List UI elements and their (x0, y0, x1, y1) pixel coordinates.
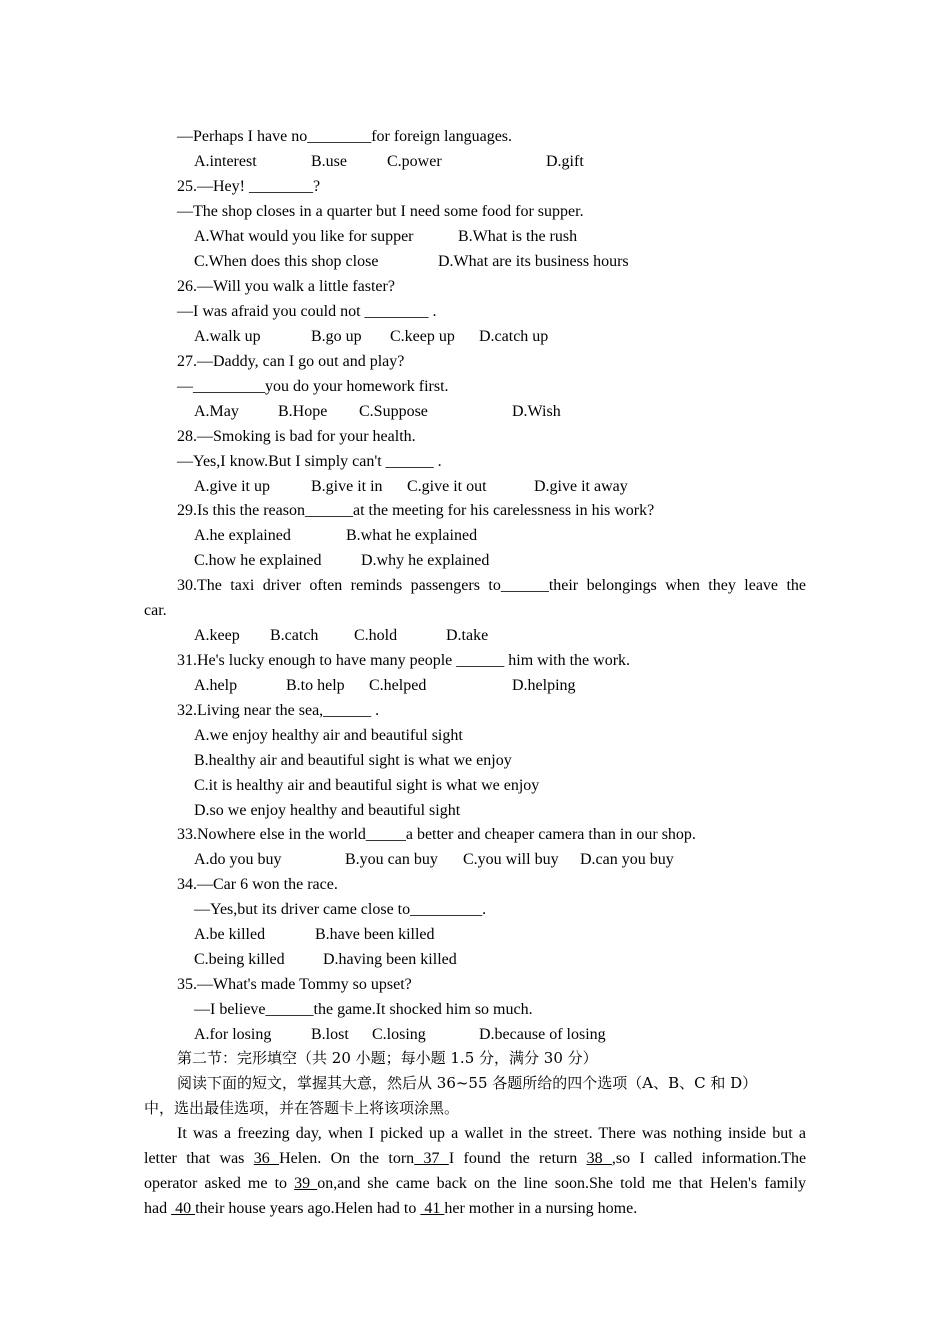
q26-option-d: D.catch up (479, 328, 549, 345)
section2-instruction-line2: 中，选出最佳选项，并在答题卡上将该项涂黑。 (144, 1099, 460, 1117)
passage-text: operator asked me to (144, 1175, 295, 1192)
passage-text: her mother in a nursing home. (444, 1200, 638, 1217)
q29-option-b: B.what he explained (346, 527, 478, 544)
section2-heading: 第二节：完形填空（共 20 小题；每小题 1.5 分，满分 30 分） (177, 1049, 598, 1067)
q26-option-a: A.walk up (194, 328, 261, 345)
q28-question: 28.—Smoking is bad for your health. (177, 428, 416, 445)
q35-question: 35.—What's made Tommy so upset? (177, 976, 412, 993)
q30-option-a: A.keep (194, 627, 240, 644)
q29-option-c: C.how he explained (194, 552, 322, 569)
q35-option-c: C.losing (372, 1026, 426, 1043)
q30-option-d: D.take (446, 627, 489, 644)
q31-option-c: C.helped (369, 677, 427, 694)
q27-option-b: B.Hope (278, 403, 328, 420)
passage-line2 (144, 1149, 806, 1169)
q34-option-b: B.have been killed (315, 926, 435, 943)
q29-option-a: A.he explained (194, 527, 291, 544)
q29-question: 29.Is this the reason______at the meeting for his carelessness in his work? (177, 502, 655, 519)
q32-option-c: C.it is healthy air and beautiful sight is what we enjoy (194, 777, 540, 794)
q30-question-line1: 30.The taxi driver often reminds passengers to______their belongings when they leave the (177, 577, 806, 594)
q26-option-c: C.keep up (390, 328, 455, 345)
q34-option-a: A.be killed (194, 926, 266, 943)
q32-option-d: D.so we enjoy healthy and beautiful sight (194, 802, 461, 819)
passage-text: letter that was (144, 1150, 254, 1167)
q32-option-a: A.we enjoy healthy air and beautiful sight (194, 727, 463, 744)
q28-option-d: D.give it away (534, 478, 628, 495)
q26-option-b: B.go up (311, 328, 362, 345)
q35-option-a: A.for losing (194, 1026, 272, 1043)
q25-option-a: A.What would you like for supper (194, 228, 414, 245)
q31-option-d: D.helping (512, 677, 576, 694)
q35-option-b: B.lost (311, 1026, 349, 1043)
q24-reply: —Perhaps I have no________for foreign languages. (177, 128, 513, 145)
q34-question: 34.—Car 6 won the race. (177, 876, 338, 893)
passage-text: Helen. On the torn (279, 1150, 415, 1167)
q24-option-d: D.gift (546, 153, 584, 170)
passage-line1: It was a freezing day, when I picked up a wallet in the street. There was nothing inside but a (177, 1125, 806, 1142)
q25-option-c: C.When does this shop close (194, 253, 379, 270)
q28-option-b: B.give it in (311, 478, 383, 495)
passage-line4 (144, 1199, 637, 1219)
q25-option-b: B.What is the rush (458, 228, 578, 245)
q27-option-c: C.Suppose (359, 403, 428, 420)
q33-option-d: D.can you buy (580, 851, 674, 868)
q28-option-a: A.give it up (194, 478, 270, 495)
q34-option-d: D.having been killed (323, 951, 457, 968)
q27-question: 27.—Daddy, can I go out and play? (177, 353, 405, 370)
q30-option-b: B.catch (270, 627, 319, 644)
passage-text: ,so I called information.The (611, 1150, 807, 1167)
q25-reply: —The shop closes in a quarter but I need some food for supper. (177, 203, 584, 220)
blank-36: 36 (253, 1150, 280, 1167)
q32-question: 32.Living near the sea,______ . (177, 702, 380, 719)
blank-40: 40 (171, 1200, 196, 1217)
q28-option-c: C.give it out (407, 478, 487, 495)
q27-option-d: D.Wish (512, 403, 561, 420)
q35-reply: —I believe______the game.It shocked him so much. (194, 1001, 533, 1018)
q28-reply: —Yes,I know.But I simply can't ______ . (177, 453, 442, 470)
q25-question: 25.—Hey! ________? (177, 178, 321, 195)
q27-option-a: A.May (194, 403, 239, 420)
blank-37: 37 (414, 1150, 449, 1167)
q32-option-b: B.healthy air and beautiful sight is what we enjoy (194, 752, 512, 769)
q30-option-c: C.hold (354, 627, 398, 644)
q33-option-a: A.do you buy (194, 851, 282, 868)
blank-39: 39 (294, 1175, 318, 1192)
q26-reply: —I was afraid you could not ________ . (177, 303, 437, 320)
q24-option-b: B.use (311, 153, 347, 170)
q24-option-a: A.interest (194, 153, 257, 170)
q26-question: 26.—Will you walk a little faster? (177, 278, 395, 295)
q33-question: 33.Nowhere else in the world_____a better and cheaper camera than in our shop. (177, 826, 696, 843)
section2-instruction-line1: 阅读下面的短文，掌握其大意，然后从 36~55 各题所给的四个选项（A、B、C 和 D） (177, 1074, 758, 1092)
blank-38: 38 (586, 1150, 612, 1167)
q33-option-c: C.you will buy (463, 851, 559, 868)
passage-text: I found the return (448, 1150, 587, 1167)
q34-option-c: C.being killed (194, 951, 285, 968)
passage-line3 (144, 1174, 806, 1194)
q30-question-line2: car. (144, 602, 167, 619)
passage-text: had (144, 1200, 172, 1217)
passage-text: their house years ago.Helen had to (195, 1200, 421, 1217)
q31-option-a: A.help (194, 677, 238, 694)
passage-text: on,and she came back on the line soon.She told me that Helen's family (317, 1175, 807, 1192)
q35-option-d: D.because of losing (479, 1026, 606, 1043)
q27-reply: —_________you do your homework first. (177, 378, 449, 395)
q29-option-d: D.why he explained (361, 552, 490, 569)
blank-41: 41 (420, 1200, 445, 1217)
q34-reply: —Yes,but its driver came close to_________. (194, 901, 487, 918)
q25-option-d: D.What are its business hours (438, 253, 629, 270)
q33-option-b: B.you can buy (345, 851, 438, 868)
q31-question: 31.He's lucky enough to have many people ______ him with the work. (177, 652, 631, 669)
q24-option-c: C.power (387, 153, 442, 170)
q31-option-b: B.to help (286, 677, 345, 694)
